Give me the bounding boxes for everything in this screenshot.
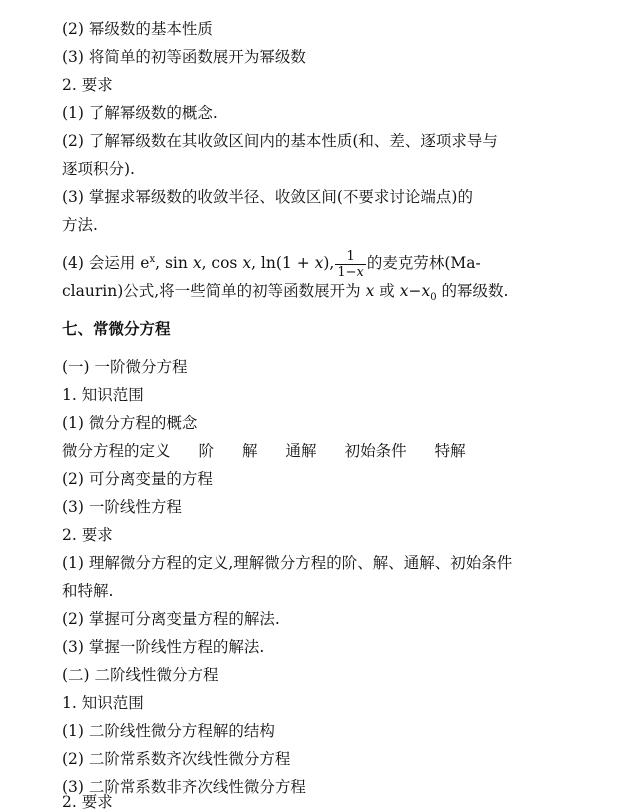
text-line: (3) 掌握一阶线性方程的解法. (62, 638, 265, 656)
text-line: 1. 知识范围 (62, 694, 144, 712)
text-line: (2) 了解幂级数在其收敛区间内的基本性质(和、差、逐项求导与 (62, 132, 498, 150)
formula-line: claurin)公式,将一些简单的初等函数展开为 x 或 $x-x_0$ 的幂级数. (62, 282, 509, 304)
text-line: (1) 二阶线性微分方程解的结构 (62, 722, 275, 740)
text-line: (3) 掌握求幂级数的收敛半径、收敛区间(不要求讨论端点)的 (62, 188, 473, 206)
text-line: 2. 要求 (62, 76, 113, 94)
fraction: $\frac{1}{1-x}$ (337, 248, 364, 280)
term-list: 微分方程的定义 阶 解 通解 初始条件 特解 (62, 442, 466, 460)
formula-line: (4) 会运用 $e^x$, sin x, cos x, ln(1 + x), $\frac{1}{1-x}$ 的麦克劳林(Ma- (62, 248, 481, 280)
text-line: 和特解. (62, 582, 114, 600)
text-line: (2) 幂级数的基本性质 (62, 20, 213, 38)
text-line: (1) 微分方程的概念 (62, 414, 198, 432)
text-line: 1. 知识范围 (62, 386, 144, 404)
text-line: (2) 二阶常系数齐次线性微分方程 (62, 750, 291, 768)
section-heading: 七、常微分方程 (62, 319, 171, 338)
text-line: (3) 一阶线性方程 (62, 498, 182, 516)
text-line: 逐项积分). (62, 160, 135, 178)
text-line: 方法. (62, 216, 98, 234)
text-line: (1) 了解幂级数的概念. (62, 104, 218, 122)
text-line: (2) 掌握可分离变量方程的解法. (62, 610, 280, 628)
text-line: (1) 理解微分方程的定义,理解微分方程的阶、解、通解、初始条件 (62, 554, 513, 572)
text-line: (二) 二阶线性微分方程 (62, 666, 219, 684)
text-line: (3) 将简单的初等函数展开为幂级数 (62, 48, 306, 66)
text-line: (3) 二阶常系数非齐次线性微分方程 (62, 778, 306, 796)
text-line: (一) 一阶微分方程 (62, 358, 188, 376)
text-line: (2) 可分离变量的方程 (62, 470, 213, 488)
text-line: 2. 要求 (62, 526, 113, 544)
text-line: 2. 要求 (62, 793, 113, 811)
